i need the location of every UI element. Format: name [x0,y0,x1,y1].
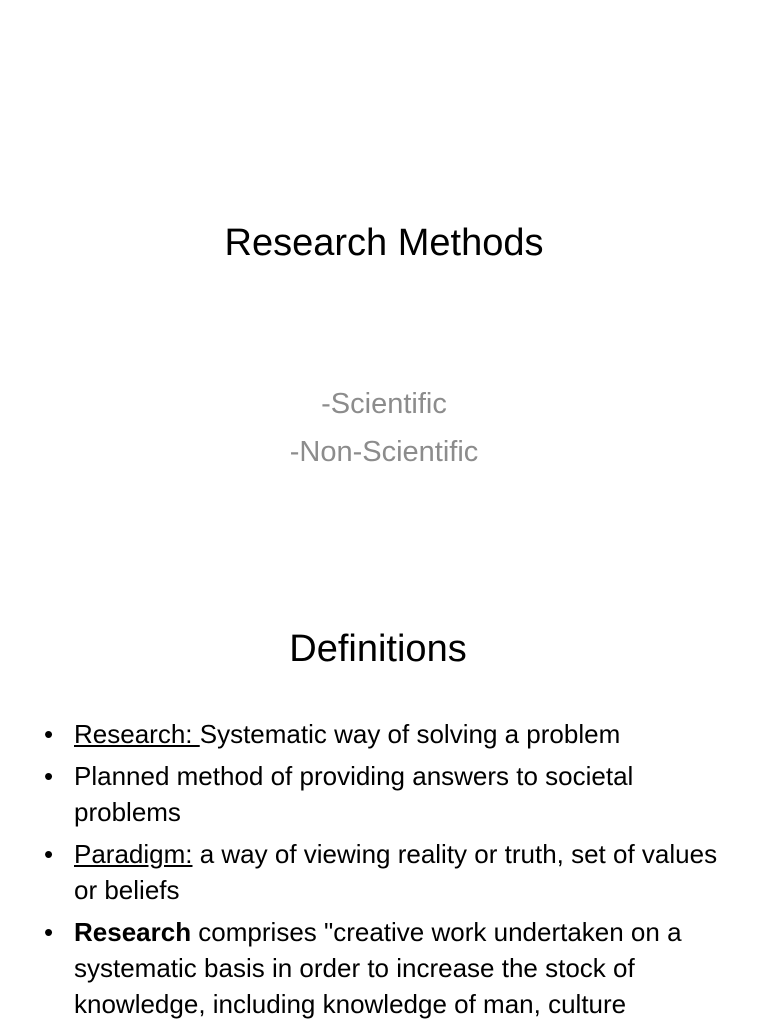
bullet-icon: • [44,761,54,791]
definition-text: Planned method of providing answers to societal problems [74,761,634,827]
list-item [44,716,724,752]
slide-subtitle [0,380,768,476]
bullet-icon: • [44,719,54,749]
definition-term: Paradigm: [74,839,193,869]
definition-text: comprises "creative work undertaken on a systematic basis in order to increase the stock of knowledge, including knowledge of man, culture [74,917,682,1019]
definitions-heading: Definitions [289,628,467,670]
definition-text: Systematic way of solving a problem [199,719,621,749]
definitions-list [44,716,724,1024]
subtitle-line-non-scientific: -Non-Scientific [289,436,479,468]
bullet-icon: • [44,917,54,947]
subtitle-line-scientific: -Scientific [321,388,447,420]
definition-text: a way of viewing reality or truth, set of values or beliefs [74,839,718,905]
slide-definitions [0,576,768,1024]
list-item [44,914,724,1022]
slide-title-heading: Research Methods [224,222,544,264]
definition-term: Research: [74,719,200,749]
list-item [44,758,724,830]
bullet-icon: • [44,839,54,869]
definition-term: Research [74,917,192,947]
list-item [44,836,724,908]
